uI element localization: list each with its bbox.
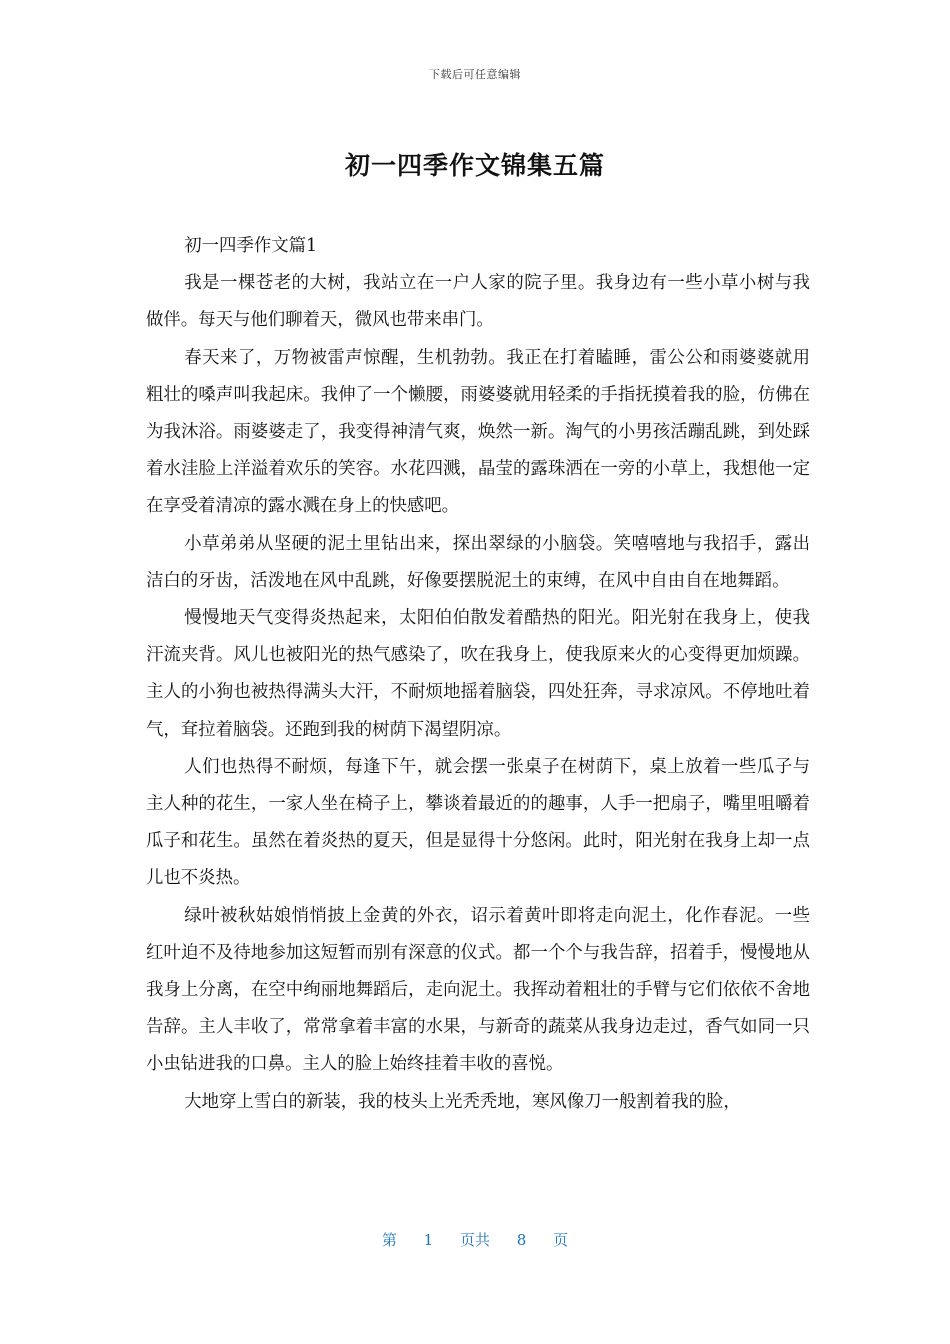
paragraph: 我是一棵苍老的大树，我站立在一户人家的院子里。我身边有一些小草小树与我做伴。每天与他们聊着天，微风也带来串门。 [146,273,810,331]
header-note: 下载后可任意编辑 [429,68,521,81]
paragraph: 人们也热得不耐烦，每逢下午，就会摆一张桌子在树荫下，桌上放着一些瓜子与主人种的花生，一家人坐在椅子上，攀谈着最近的的趣事，人手一把扇子，嘴里咀嚼着瓜子和花生。虽然在着炎热的夏天，但是显得十分悠闲。此时，阳光射在我身上却一点儿也不炎热。 [146,756,810,889]
document-body [146,228,810,1121]
footer-page-number: 1 [423,1231,434,1249]
paragraph: 小草弟弟从坚硬的泥土里钻出来，探出翠绿的小脑袋。笑嘻嘻地与我招手，露出洁白的牙齿，活泼地在风中乱跳，好像要摆脱泥土的束缚，在风中自由自在地舞蹈。 [146,533,810,591]
paragraph: 大地穿上雪白的新装，我的枝头上光秃秃地，寒风像刀一般割着我的脸， [184,1091,741,1112]
section-heading: 初一四季作文篇1 [184,236,318,256]
footer-total-pages: 8 [516,1231,527,1249]
paragraph: 慢慢地天气变得炎热起来，太阳伯伯散发着酷热的阳光。阳光射在我身上，使我汗流夹背。风儿也被阳光的热气感染了，吹在我身上，使我原来火的心变得更加烦躁。主人的小狗也被热得满头大汗，不耐烦地摇着脑袋，四处狂奔，寻求凉风。不停地吐着气，耷拉着脑袋。还跑到我的树荫下渴望阴凉。 [146,608,810,740]
footer-middle: 页共 [459,1231,490,1249]
footer-suffix: 页 [553,1231,569,1249]
page-footer [0,1229,950,1250]
paragraph: 绿叶被秋姑娘悄悄披上金黄的外衣，诏示着黄叶即将走向泥土，化作春泥。一些红叶迫不及待地参加这短暂而别有深意的仪式。都一个个与我告辞，招着手，慢慢地从我身上分离，在空中绚丽地舞蹈后，走向泥土。我挥动着粗壮的手臂与它们依依不舍地告辞。主人丰收了，常常拿着丰富的水果，与新奇的蔬菜从我身边走过，香气如同一只小虫钻进我的口鼻。主人的脸上始终挂着丰收的喜悦。 [146,905,810,1075]
paragraph: 春天来了，万物被雷声惊醒，生机勃勃。我正在打着瞌睡，雷公公和雨婆婆就用粗壮的嗓声叫我起床。我伸了一个懒腰，雨婆婆就用轻柔的手指抚摸着我的脸，仿佛在为我沐浴。雨婆婆走了，我变得神清气爽，焕然一新。淘气的小男孩活蹦乱跳，到处踩着水洼脸上洋溢着欢乐的笑容。水花四溅，晶莹的露珠洒在一旁的小草上，我想他一定在享受着清凉的露水溅在身上的快感吧。 [146,347,810,517]
document-title: 初一四季作文锦集五篇 [344,151,605,180]
footer-prefix: 第 [381,1231,397,1249]
